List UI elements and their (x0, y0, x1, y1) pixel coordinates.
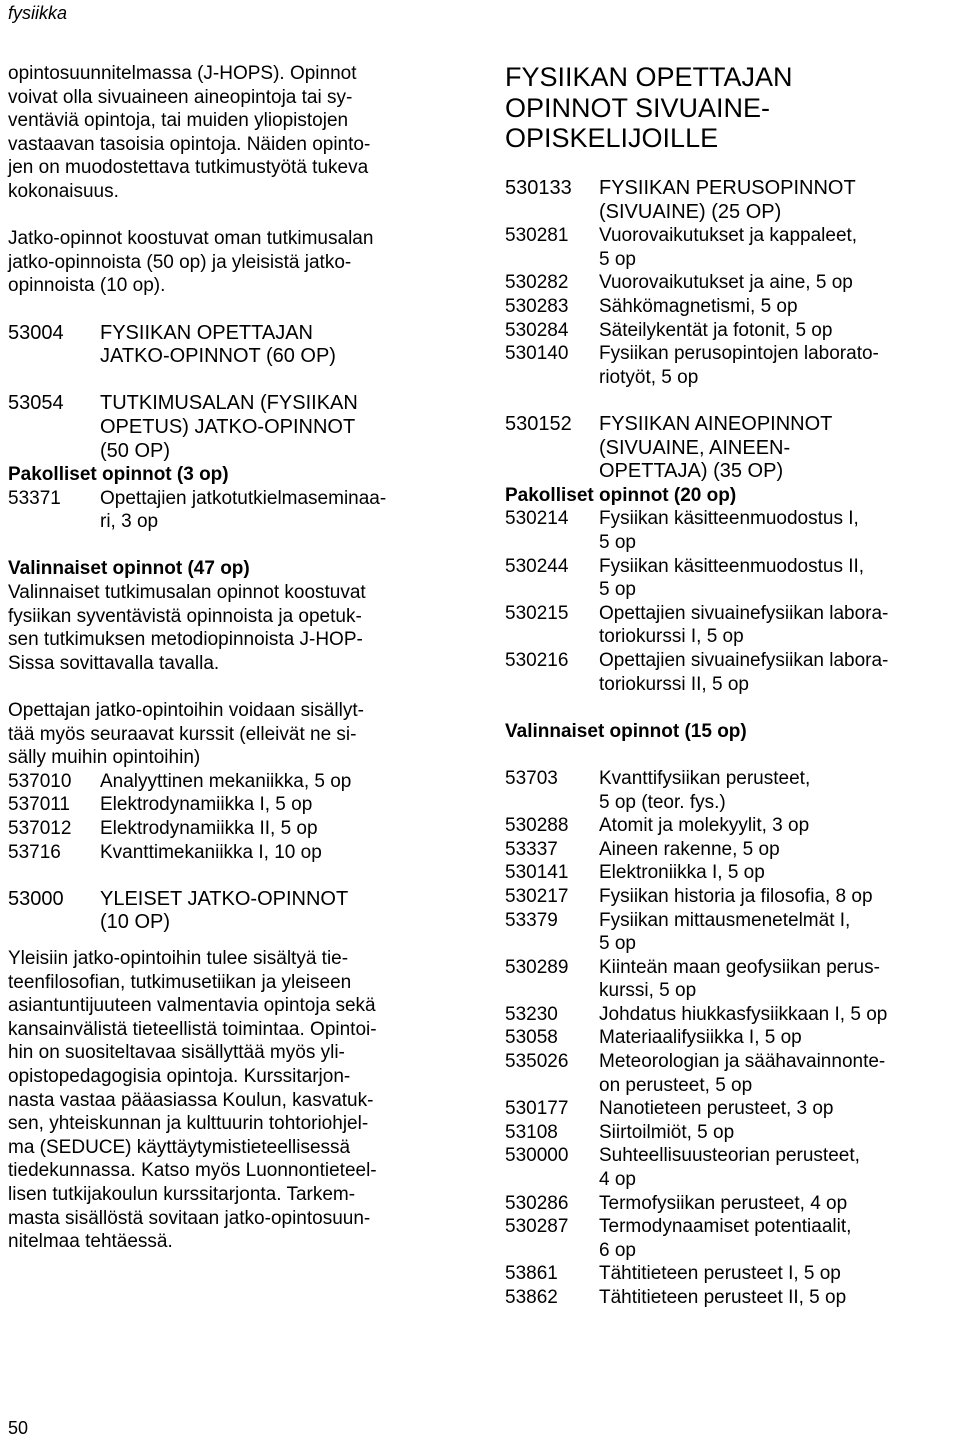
course-text: Opettajien sivuainefysiikan labora- (599, 602, 889, 624)
course-text: Sähkömagnetismi, 5 op (599, 296, 798, 318)
course-entry (505, 1026, 955, 1050)
course-text: Siirtoilmiöt, 5 op (599, 1121, 735, 1143)
course-entry (505, 1144, 955, 1191)
course-text: Termodynaamiset potentiaalit, (599, 1216, 852, 1238)
course-entry (8, 841, 458, 865)
course-text: Fysiikan perusopintojen laborato- (599, 343, 879, 365)
course-entry (505, 507, 955, 554)
heading-line: YLEISET JATKO-OPINNOT (100, 887, 349, 910)
course-text: toriokurssi II, 5 op (599, 673, 749, 695)
course-text: 5 op (599, 933, 636, 955)
course-entry (505, 224, 955, 271)
running-head: fysiikka (8, 3, 68, 23)
text-line: jatko-opinnoista (50 op) ja yleisistä jatko- (8, 251, 352, 273)
text-line: voivat olla sivuaineen aineopintoja tai sy- (8, 86, 353, 108)
course-text: Vuorovaikutukset ja aine, 5 op (599, 272, 853, 294)
course-text: Elektroniikka I, 5 op (599, 862, 765, 884)
course-code: 530133 (505, 177, 572, 200)
course-entry (8, 793, 458, 817)
heading-530152 (505, 413, 955, 484)
course-text: Tähtitieteen perusteet I, 5 op (599, 1263, 841, 1285)
text-line: jen on muodostettava tutkimustyötä tukeva (8, 157, 369, 179)
heading-line: TUTKIMUSALAN (FYSIIKAN (100, 392, 358, 415)
course-text: on perusteet, 5 op (599, 1074, 753, 1096)
course-text: Nanotieteen perusteet, 3 op (599, 1098, 834, 1120)
course-entry (505, 342, 955, 389)
heading-53054 (8, 392, 458, 463)
section-title (505, 62, 955, 154)
text-line: sen, yhteiskunnan ja kulttuurin tohtoriohjel- (8, 1113, 369, 1135)
text-line: Opettajan jatko-opintoihin voidaan sisällyt- (8, 700, 364, 722)
course-code: 53716 (8, 841, 61, 863)
course-code: 530214 (505, 508, 569, 530)
course-code: 530289 (505, 956, 569, 978)
course-text: ri, 3 op (100, 511, 159, 533)
course-code: 53000 (8, 887, 64, 910)
course-code: 530152 (505, 413, 572, 436)
course-text: Elektrodynamiikka II, 5 op (100, 818, 318, 839)
heading-line: (50 OP) (100, 439, 171, 462)
text-line: ma (SEDUCE) käyttäytymistieteellisessä (8, 1136, 351, 1158)
text-line: kansainvälistä tieteellistä toimintaa. Opintoi- (8, 1018, 377, 1040)
heading-line: FYSIIKAN AINEOPINNOT (599, 413, 833, 436)
text-line: tää myös seuraavat kurssit (elleivät ne si- (8, 723, 357, 745)
course-text: 5 op (599, 532, 636, 553)
heading-line: OPETUS) JATKO-OPINNOT (100, 415, 356, 438)
course-text: Kvanttimekaniikka I, 10 op (100, 841, 322, 863)
intro-paragraph (8, 62, 458, 204)
course-entry (8, 770, 458, 794)
course-code: 530215 (505, 602, 569, 624)
heading-line: OPETTAJA) (35 OP) (599, 460, 784, 483)
course-entry (505, 1192, 955, 1216)
text-line: asiantuntijuuteen valmentavia opintoja sekä (8, 995, 376, 1017)
course-text: 4 op (599, 1169, 636, 1191)
course-code: 535026 (505, 1051, 569, 1073)
jatko-paragraph (8, 227, 458, 298)
text-line: opistopedagogisia opintoja. Kurssitarjon- (8, 1065, 351, 1087)
course-entry (505, 1121, 955, 1145)
heading-line: JATKO-OPINNOT (60 OP) (100, 345, 336, 368)
text-line: kokonaisuus. (8, 180, 119, 202)
course-entry (505, 814, 955, 838)
title-line: OPISKELIJOILLE (505, 123, 719, 153)
course-text: Säteilykentät ja fotonit, 5 op (599, 319, 833, 341)
course-text: Fysiikan historia ja filosofia, 8 op (599, 885, 873, 907)
course-text: Kiinteän maan geofysiikan perus- (599, 956, 880, 978)
course-entry (505, 649, 955, 696)
course-text: Termofysiikan perusteet, 4 op (599, 1192, 848, 1214)
heading-line: (SIVUAINE) (25 OP) (599, 200, 782, 223)
text-line: Yleisiin jatko-opintoihin tulee sisältyä tie- (8, 947, 349, 969)
course-text: Johdatus hiukkasfysiikkaan I, 5 op (599, 1003, 888, 1025)
yleisiin-paragraph (8, 947, 458, 1254)
course-text: Tähtitieteen perusteet II, 5 op (599, 1287, 847, 1308)
course-entry (505, 555, 955, 602)
course-code: 530283 (505, 296, 569, 318)
course-entry (505, 1097, 955, 1121)
course-code: 530284 (505, 319, 569, 341)
course-code: 53371 (8, 487, 61, 509)
course-entry (505, 1262, 955, 1286)
heading-line: (10 OP) (100, 911, 171, 934)
course-code: 530140 (505, 343, 569, 365)
text-line: nasta vastaa pääasiassa Koulun, kasvatuk- (8, 1089, 374, 1111)
text-line: Jatko-opinnot koostuvat oman tutkimusalan (8, 228, 374, 250)
course-code: 537011 (8, 794, 70, 816)
course-text: riotyöt, 5 op (599, 366, 699, 388)
course-entry (505, 319, 955, 343)
course-code: 530141 (505, 862, 569, 884)
course-entry (505, 1003, 955, 1027)
course-entry (505, 1215, 955, 1262)
course-code: 53703 (505, 767, 558, 789)
course-entry (505, 767, 955, 814)
course-text: Fysiikan käsitteenmuodostus I, (599, 508, 859, 530)
course-entry (505, 295, 955, 319)
heading-line: FYSIIKAN OPETTAJAN (100, 321, 313, 344)
course-code: 537012 (8, 818, 72, 839)
course-code: 530282 (505, 272, 569, 294)
course-code: 53004 (8, 321, 64, 344)
course-code: 53054 (8, 392, 64, 415)
course-text: kurssi, 5 op (599, 980, 697, 1002)
course-entry (505, 1286, 955, 1310)
course-code: 53108 (505, 1121, 558, 1143)
valinnaiset-heading: Valinnaiset opinnot (15 op) (505, 720, 747, 742)
opettajan-paragraph (8, 699, 458, 770)
text-line: vastaavan tasoisia opintoja. Näiden opinto- (8, 133, 371, 155)
text-line: tiedekunnassa. Katso myös Luonnontieteel- (8, 1160, 377, 1182)
text-line: fysiikan syventävistä opinnoista ja opetuk- (8, 605, 362, 627)
course-code: 530000 (505, 1145, 569, 1167)
text-line: Sissa sovittavalla tavalla. (8, 652, 220, 674)
valinnaiset-heading: Valinnaiset opinnot (47 op) (8, 558, 250, 580)
course-text: Fysiikan käsitteenmuodostus II, (599, 555, 865, 577)
course-text: Aineen rakenne, 5 op (599, 838, 780, 860)
course-entry (8, 487, 458, 534)
course-code: 530216 (505, 649, 569, 671)
course-text: Vuorovaikutukset ja kappaleet, (599, 225, 858, 247)
course-entry (505, 1050, 955, 1097)
right-column (505, 62, 955, 1310)
course-text: Suhteellisuusteorian perusteet, (599, 1145, 860, 1167)
course-code: 53337 (505, 838, 558, 860)
course-code: 530244 (505, 555, 569, 577)
heading-line: (SIVUAINE, AINEEN- (599, 436, 791, 459)
page-number: 50 (8, 1418, 29, 1438)
course-entry (505, 838, 955, 862)
course-entry (8, 817, 458, 841)
text-line: lisen tutkijakoulun kurssitarjonta. Tarkem- (8, 1183, 356, 1205)
text-line: hin on suositeltavaa sisällyttää myös yli- (8, 1042, 345, 1064)
pakolliset-heading: Pakolliset opinnot (3 op) (8, 464, 229, 486)
course-code: 53379 (505, 909, 558, 931)
text-line: teenfilosofian, tutkimusetiikan ja yleiseen (8, 971, 352, 993)
heading-line: FYSIIKAN PERUSOPINNOT (599, 177, 856, 200)
course-entry (505, 861, 955, 885)
heading-530133 (505, 177, 955, 224)
course-entry (505, 602, 955, 649)
text-line: Valinnaiset tutkimusalan opinnot koostuvat (8, 582, 366, 604)
left-column (8, 62, 458, 1254)
course-entry (505, 271, 955, 295)
course-text: Kvanttifysiikan perusteet, (599, 767, 811, 789)
course-text: 5 op (teor. fys.) (599, 791, 726, 813)
course-code: 530177 (505, 1098, 569, 1120)
pakolliset-heading: Pakolliset opinnot (20 op) (505, 484, 737, 506)
course-text: Materiaalifysiikka I, 5 op (599, 1027, 802, 1049)
course-code: 53230 (505, 1003, 558, 1025)
course-code: 530287 (505, 1216, 569, 1238)
course-text: 5 op (599, 579, 636, 601)
course-code: 530281 (505, 225, 569, 247)
course-text: Atomit ja molekyylit, 3 op (599, 815, 810, 837)
course-text: Opettajien sivuainefysiikan labora- (599, 649, 889, 671)
text-line: opintosuunnitelmassa (J-HOPS). Opinnot (8, 63, 357, 84)
course-code: 537010 (8, 770, 72, 792)
course-entry (505, 885, 955, 909)
text-line: opinnoista (10 op). (8, 275, 166, 297)
course-text: 5 op (599, 248, 636, 270)
course-text: Meteorologian ja säähavainnonte- (599, 1051, 886, 1073)
course-text: Analyyttinen mekaniikka, 5 op (100, 770, 352, 792)
course-code: 53058 (505, 1027, 558, 1049)
text-line: sälly muihin opintoihin) (8, 747, 201, 769)
course-code: 53862 (505, 1287, 558, 1308)
text-line: nitelmaa tehtäessä. (8, 1231, 173, 1253)
course-code: 53861 (505, 1263, 558, 1285)
text-line: ventäviä opintoja, tai muiden yliopistojen (8, 110, 349, 132)
text-line: sen tutkimuksen metodiopinnoista J-HOP- (8, 629, 363, 651)
course-text: Opettajien jatkotutkielmaseminaa- (100, 487, 387, 509)
course-text: Elektrodynamiikka I, 5 op (100, 794, 313, 816)
course-text: 6 op (599, 1239, 636, 1261)
course-text: Fysiikan mittausmenetelmät I, (599, 909, 851, 931)
text-line: masta sisällöstä sovitaan jatko-opintosuun- (8, 1207, 371, 1229)
title-line: FYSIIKAN OPETTAJAN (505, 62, 793, 92)
course-code: 530288 (505, 815, 569, 837)
heading-53000 (8, 888, 458, 935)
course-text: toriokurssi I, 5 op (599, 626, 744, 648)
course-code: 530286 (505, 1192, 569, 1214)
course-entry (505, 956, 955, 1003)
heading-53004 (8, 322, 458, 369)
title-line: OPINNOT SIVUAINE- (505, 92, 771, 123)
valinnaiset-paragraph (8, 581, 458, 675)
course-entry (505, 909, 955, 956)
course-code: 530217 (505, 885, 569, 907)
